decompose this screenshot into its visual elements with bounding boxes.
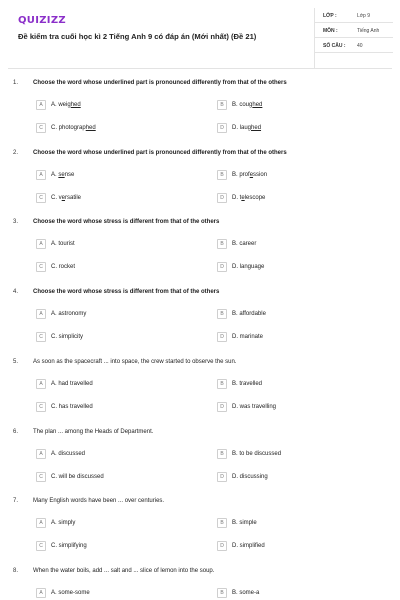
question-text: As soon as the spacecraft ... into space, the crew started to observe the sun. bbox=[33, 359, 237, 365]
question-text: Choose the word whose stress is different from that of the others bbox=[33, 219, 220, 225]
question-item bbox=[0, 289, 400, 359]
answer-option-c[interactable] bbox=[36, 193, 186, 205]
option-text: D. marinate bbox=[232, 334, 264, 340]
option-text: B. some-a bbox=[232, 590, 260, 596]
option-letter-badge: C bbox=[36, 402, 46, 412]
answer-option-d[interactable] bbox=[217, 402, 367, 414]
option-text: C. will be discussed bbox=[51, 474, 104, 480]
option-text: D. simplified bbox=[232, 543, 265, 549]
underlined-part: hed bbox=[70, 102, 81, 108]
answer-option-a[interactable] bbox=[36, 588, 186, 600]
option-letter-badge: A bbox=[36, 518, 46, 528]
option-letter-badge: B bbox=[217, 239, 227, 249]
option-text: B. to be discussed bbox=[232, 451, 282, 457]
answer-option-d[interactable] bbox=[217, 332, 367, 344]
question-text: Many English words have been ... over centuries. bbox=[33, 498, 165, 504]
document-title: Đề kiểm tra cuối học kì 2 Tiếng Anh 9 có đáp án (Mới nhất) (Đề 21) bbox=[18, 32, 257, 41]
option-letter-badge: D bbox=[217, 123, 227, 133]
option-text: B. simple bbox=[232, 520, 257, 526]
option-text: A. discussed bbox=[51, 451, 86, 457]
answer-option-b[interactable] bbox=[217, 309, 367, 321]
option-letter-badge: D bbox=[217, 402, 227, 412]
question-text: Choose the word whose stress is different from that of the others bbox=[33, 289, 220, 295]
option-letter-badge: A bbox=[36, 239, 46, 249]
option-text: D. telescope bbox=[232, 195, 266, 201]
option-letter-badge: B bbox=[217, 379, 227, 389]
option-text: C. photographed bbox=[51, 125, 96, 131]
answer-option-d[interactable] bbox=[217, 472, 367, 484]
underlined-part: se bbox=[58, 172, 65, 178]
option-letter-badge: A bbox=[36, 588, 46, 598]
quizizz-logo: QUIZIZZ bbox=[18, 15, 66, 26]
option-text: C. simplicity bbox=[51, 334, 84, 340]
answer-option-b[interactable] bbox=[217, 379, 367, 391]
option-text: B. career bbox=[232, 241, 257, 247]
answer-option-a[interactable] bbox=[36, 170, 186, 182]
option-text: A. tourist bbox=[51, 241, 75, 247]
answer-option-c[interactable] bbox=[36, 472, 186, 484]
answer-option-d[interactable] bbox=[217, 541, 367, 553]
meta-key: LỚP : bbox=[323, 13, 337, 19]
question-number: 8. bbox=[13, 568, 19, 574]
answer-option-a[interactable] bbox=[36, 518, 186, 530]
option-letter-badge: A bbox=[36, 309, 46, 319]
option-text: C. simplifying bbox=[51, 543, 87, 549]
option-text: C. rocket bbox=[51, 264, 76, 270]
option-text: A. astronomy bbox=[51, 311, 87, 317]
option-text: A. sense bbox=[51, 172, 75, 178]
question-number: 3. bbox=[13, 219, 19, 225]
option-letter-badge: C bbox=[36, 472, 46, 482]
question-item bbox=[0, 498, 400, 568]
answer-option-c[interactable] bbox=[36, 262, 186, 274]
answer-option-b[interactable] bbox=[217, 100, 367, 112]
answer-option-d[interactable] bbox=[217, 193, 367, 205]
underlined-part: e bbox=[61, 195, 66, 201]
option-letter-badge: A bbox=[36, 100, 46, 110]
answer-option-b[interactable] bbox=[217, 449, 367, 461]
underlined-part: e bbox=[241, 195, 245, 201]
option-text: D. language bbox=[232, 264, 265, 270]
option-letter-badge: D bbox=[217, 472, 227, 482]
question-item bbox=[0, 219, 400, 289]
answer-option-b[interactable] bbox=[217, 518, 367, 530]
question-number: 2. bbox=[13, 150, 19, 156]
answer-option-b[interactable] bbox=[217, 588, 367, 600]
question-item bbox=[0, 150, 400, 220]
underlined-part: e bbox=[249, 172, 254, 178]
option-text: C. has travelled bbox=[51, 404, 93, 410]
answer-option-a[interactable] bbox=[36, 449, 186, 461]
underlined-part: hed bbox=[251, 125, 262, 131]
answer-option-c[interactable] bbox=[36, 402, 186, 414]
question-text: When the water boils, add ... salt and ... slice of lemon into the soup. bbox=[33, 568, 215, 574]
meta-key: SỐ CÂU : bbox=[323, 43, 346, 49]
question-item bbox=[0, 359, 400, 429]
underlined-part: hed bbox=[85, 125, 96, 131]
answer-option-b[interactable] bbox=[217, 170, 367, 182]
question-number: 4. bbox=[13, 289, 19, 295]
option-text: B. affordable bbox=[232, 311, 266, 317]
question-item bbox=[0, 429, 400, 499]
option-letter-badge: C bbox=[36, 541, 46, 551]
option-text: C. versatile bbox=[51, 195, 82, 201]
option-text: A. simply bbox=[51, 520, 76, 526]
option-letter-badge: A bbox=[36, 379, 46, 389]
answer-option-c[interactable] bbox=[36, 332, 186, 344]
question-number: 7. bbox=[13, 498, 19, 504]
option-text: D. discussing bbox=[232, 474, 268, 480]
option-letter-badge: C bbox=[36, 262, 46, 272]
option-letter-badge: A bbox=[36, 449, 46, 459]
option-letter-badge: C bbox=[36, 123, 46, 133]
option-text: D. laughed bbox=[232, 125, 262, 131]
option-letter-badge: B bbox=[217, 518, 227, 528]
answer-option-a[interactable] bbox=[36, 379, 186, 391]
question-text: Choose the word whose underlined part is pronounced differently from that of the others bbox=[33, 150, 287, 156]
option-text: A. some-some bbox=[51, 590, 90, 596]
option-text: B. coughed bbox=[232, 102, 263, 108]
option-letter-badge: D bbox=[217, 541, 227, 551]
answer-option-d[interactable] bbox=[217, 262, 367, 274]
question-text: Choose the word whose underlined part is pronounced differently from that of the others bbox=[33, 80, 287, 86]
option-text: A. had travelled bbox=[51, 381, 93, 387]
answer-option-a[interactable] bbox=[36, 309, 186, 321]
option-letter-badge: B bbox=[217, 449, 227, 459]
option-text: D. was travelling bbox=[232, 404, 277, 410]
option-letter-badge: C bbox=[36, 193, 46, 203]
option-letter-badge: B bbox=[217, 588, 227, 598]
option-text: B. travelled bbox=[232, 381, 263, 387]
option-letter-badge: B bbox=[217, 309, 227, 319]
option-text: A. weighed bbox=[51, 102, 81, 108]
answer-option-a[interactable] bbox=[36, 239, 186, 251]
option-letter-badge: A bbox=[36, 170, 46, 180]
answer-option-a[interactable] bbox=[36, 100, 186, 112]
meta-value: Tiếng Anh bbox=[357, 28, 380, 34]
question-number: 1. bbox=[13, 80, 19, 86]
question-number: 6. bbox=[13, 429, 19, 435]
question-item bbox=[0, 568, 400, 600]
option-text: B. profession bbox=[232, 172, 268, 178]
answer-option-c[interactable] bbox=[36, 123, 186, 135]
option-letter-badge: D bbox=[217, 332, 227, 342]
question-number: 5. bbox=[13, 359, 19, 365]
question-item bbox=[0, 80, 400, 150]
meta-value: Lớp 9 bbox=[357, 13, 371, 19]
meta-key: MÔN : bbox=[323, 28, 338, 34]
option-letter-badge: B bbox=[217, 170, 227, 180]
answer-option-c[interactable] bbox=[36, 541, 186, 553]
meta-value: 40 bbox=[357, 43, 363, 49]
underlined-part: hed bbox=[252, 102, 263, 108]
question-text: The plan ... among the Heads of Department. bbox=[33, 429, 154, 435]
answer-option-b[interactable] bbox=[217, 239, 367, 251]
option-letter-badge: D bbox=[217, 193, 227, 203]
option-letter-badge: C bbox=[36, 332, 46, 342]
option-letter-badge: D bbox=[217, 262, 227, 272]
answer-option-d[interactable] bbox=[217, 123, 367, 135]
option-letter-badge: B bbox=[217, 100, 227, 110]
